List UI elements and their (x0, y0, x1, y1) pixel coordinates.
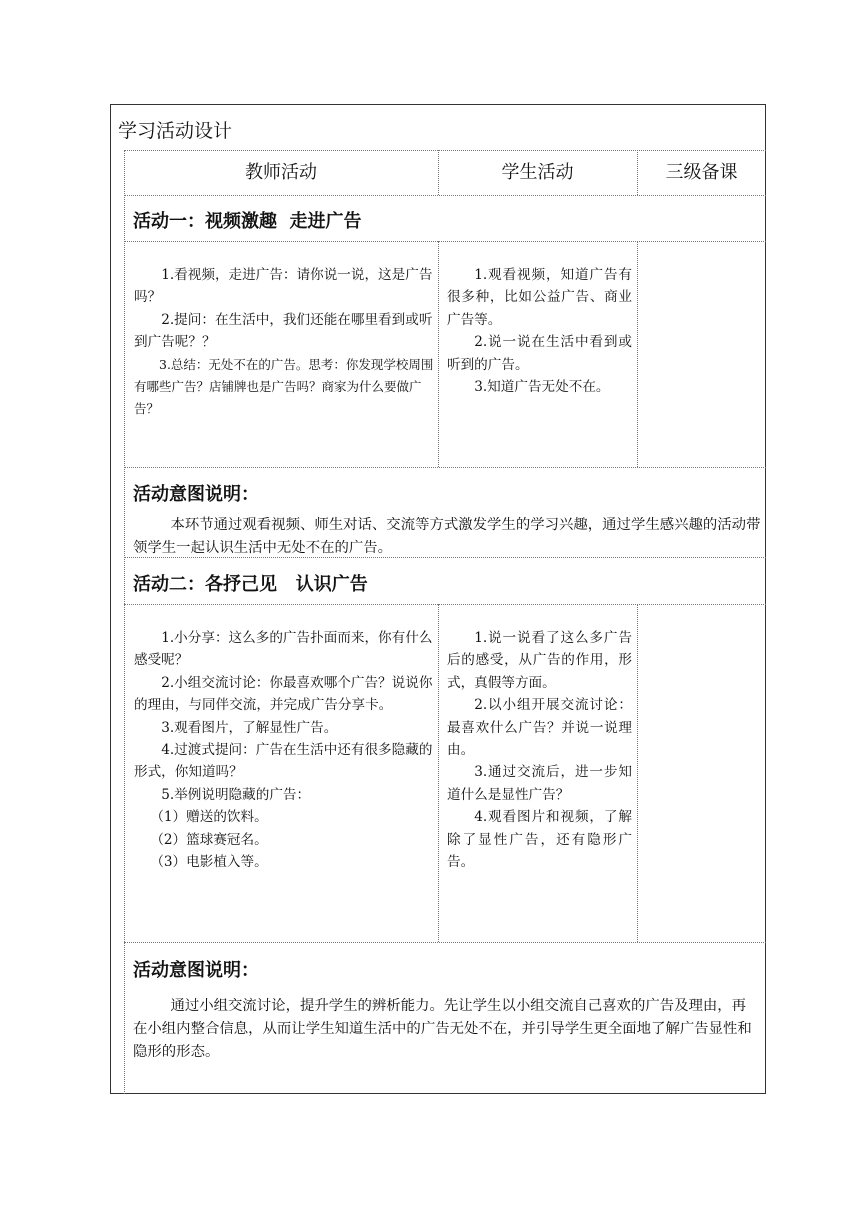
activity2-teacher-item: 3.观看图片，了解显性广告。 (161, 719, 338, 736)
table-left-rule (124, 150, 125, 1094)
activity2-intent-text-box (133, 995, 757, 1064)
activity1-student-item: 3.知道广告无处不在。 (474, 379, 610, 396)
activity1-student-cell (447, 264, 632, 398)
activity1-teacher-item: 1.看视频，走进广告：请你说一说，这是广告吗？ (134, 267, 433, 306)
activity1-title: 活动一：视频激趣 走进广告 (133, 211, 362, 232)
activity2-intent-text: 通过小组交流讨论，提升学生的辨析能力。先让学生以小组交流自己喜欢的广告及理由，再在小组内整合信息，从而让学生知道生活中的广告无处不在，并引导学生更全面地了解广告显性和隐形的形态。 (133, 998, 752, 1060)
activity2-teacher-cell (134, 627, 434, 873)
header-three-level-prep: 三级备课 (665, 162, 738, 183)
column-divider (438, 604, 439, 942)
activity2-teacher-subitem: （1）赠送的饮料。 (150, 809, 268, 826)
activity2-title: 活动二：各抒己见 认识广告 (133, 574, 368, 595)
column-divider (438, 241, 439, 467)
activity2-student-item: 4.观看图片和视频，了解除了显性广告，还有隐形广告。 (447, 809, 632, 871)
table-rule (124, 195, 766, 196)
table-rule (124, 604, 766, 605)
activity2-teacher-subitem: （3）电影植入等。 (150, 854, 268, 871)
header-teacher-activity: 教师活动 (245, 162, 317, 183)
document-title: 学习活动设计 (118, 120, 233, 142)
table-rule (124, 241, 766, 242)
activity2-teacher-item: 1.小分享：这么多的广告扑面而来，你有什么感受呢？ (134, 630, 433, 669)
activity1-teacher-cell (134, 264, 434, 421)
table-rule (124, 942, 766, 943)
activity2-student-item: 2.以小组开展交流讨论：最喜欢什么广告？并说一说理由。 (447, 697, 632, 759)
activity2-student-item: 3.通过交流后，进一步知道什么是显性广告？ (447, 764, 632, 803)
activity2-student-cell (447, 627, 632, 873)
activity1-intent-label: 活动意图说明： (133, 484, 259, 505)
header-student-activity: 学生活动 (501, 162, 574, 183)
activity1-intent-text-box (133, 514, 764, 560)
table-rule (124, 467, 766, 468)
activity1-teacher-item: 2.提问：在生活中，我们还能在哪里看到或听到广告呢？？ (134, 311, 433, 351)
activity2-student-item: 1.说一说看了这么多广告后的感受，从广告的作用，形式，真假等方面。 (447, 630, 632, 691)
table-top-rule (124, 150, 766, 151)
activity2-intent-label: 活动意图说明： (133, 960, 259, 981)
activity2-teacher-subitem: （2）篮球赛冠名。 (150, 831, 268, 848)
activity2-teacher-item: 5.举例说明隐藏的广告： (161, 786, 311, 803)
activity1-student-item: 1.观看视频，知道广告有很多种，比如公益广告、商业广告等。 (447, 267, 632, 328)
activity1-intent-text: 本环节通过观看视频、师生对话、交流等方式激发学生的学习兴趣，通过学生感兴趣的活动带领学生一起认识生活中无处不在的广告。 (133, 517, 761, 556)
column-divider (637, 604, 638, 942)
activity1-teacher-item: 3.总结：无处不在的广告。思考：你发现学校周围有哪些广告？店铺牌也是广告吗？商家为什么要做广告？ (134, 356, 434, 417)
activity2-teacher-item: 4.过渡式提问：广告在生活中还有很多隐藏的形式，你知道吗？ (134, 742, 433, 781)
activity1-student-item: 2.说一说在生活中看到或听到的广告。 (447, 334, 632, 373)
column-divider (637, 241, 638, 467)
activity2-teacher-item: 2.小组交流讨论：你最喜欢哪个广告？说说你的理由，与同伴交流，并完成广告分享卡。 (134, 674, 433, 714)
